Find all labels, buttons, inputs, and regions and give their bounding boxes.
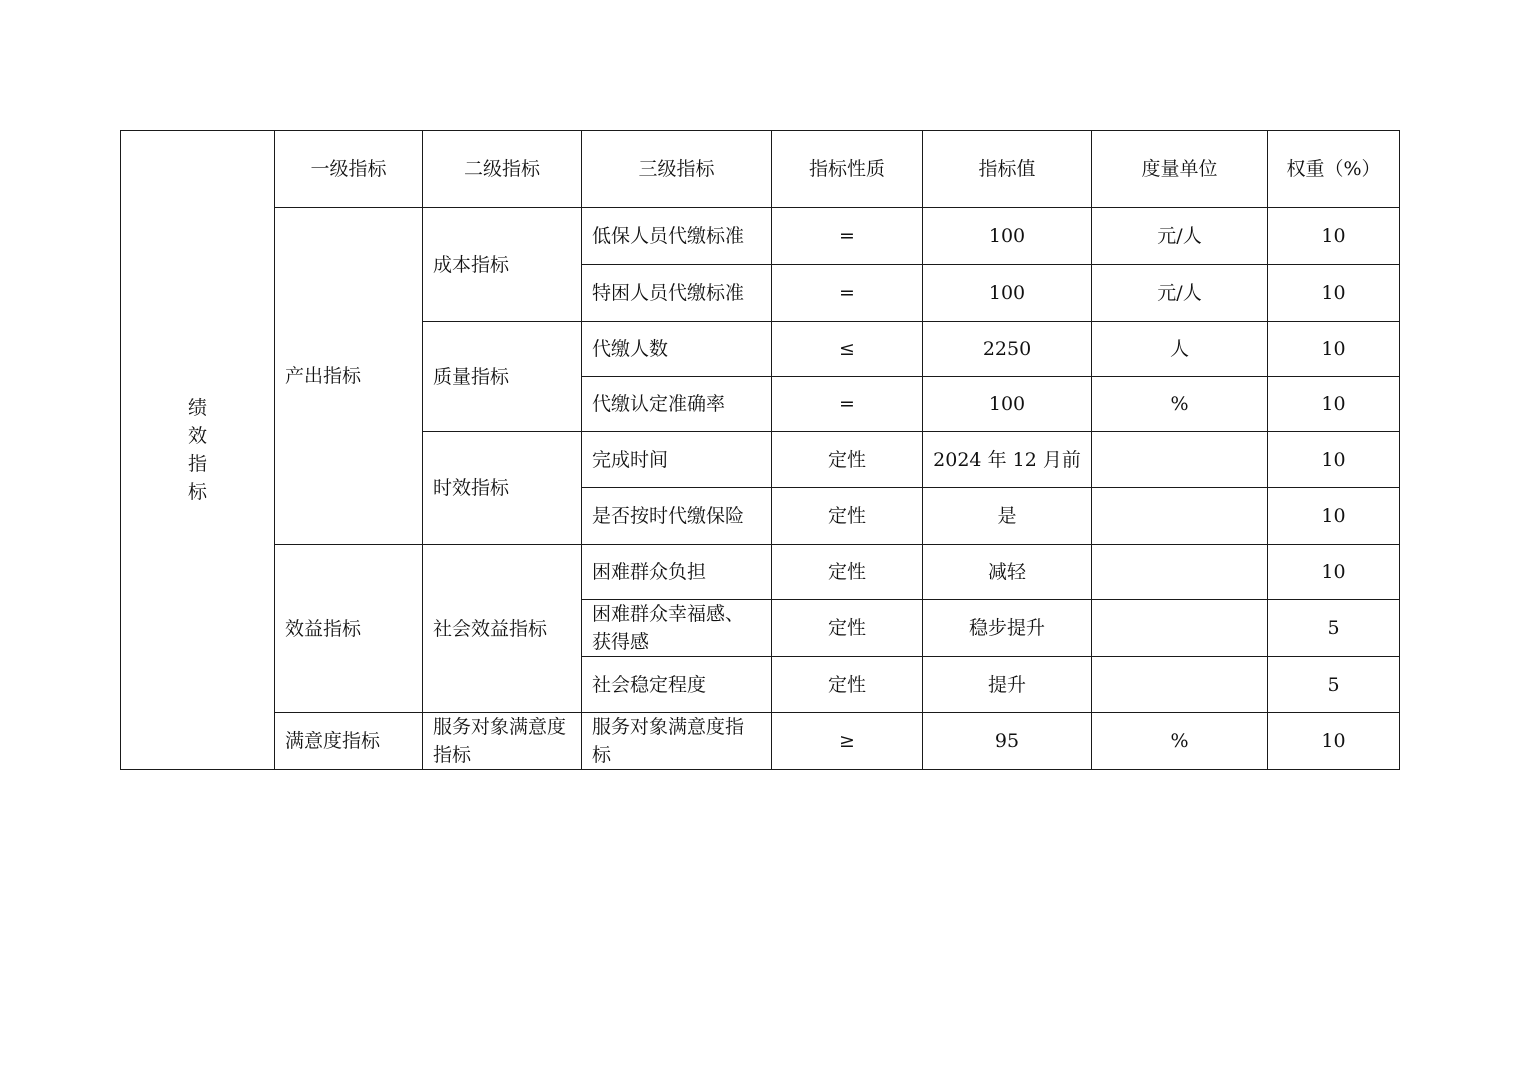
indicator-weight: 5 <box>1268 600 1400 657</box>
indicator-value: 100 <box>923 265 1092 322</box>
indicator-name: 代缴人数 <box>582 322 772 377</box>
indicator-name: 低保人员代缴标准 <box>582 208 772 265</box>
side-label-char: 指 <box>187 453 207 475</box>
header-value: 指标值 <box>923 131 1092 208</box>
indicator-value: 100 <box>923 208 1092 265</box>
subgroup-quality: 质量指标 <box>423 322 582 432</box>
indicator-weight: 10 <box>1268 265 1400 322</box>
indicator-value: 2250 <box>923 322 1092 377</box>
indicator-weight: 10 <box>1268 545 1400 600</box>
indicator-nature: ≤ <box>772 322 923 377</box>
indicator-nature: = <box>772 377 923 432</box>
indicator-unit <box>1092 432 1268 488</box>
group-output: 产出指标 <box>275 208 423 545</box>
indicator-value: 95 <box>923 713 1092 770</box>
indicator-unit: % <box>1092 377 1268 432</box>
subgroup-service: 服务对象满意度指标 <box>423 713 582 770</box>
side-label-char: 绩 <box>187 397 207 419</box>
indicator-name: 社会稳定程度 <box>582 657 772 713</box>
indicator-weight: 10 <box>1268 208 1400 265</box>
performance-indicator-side-label <box>121 131 275 770</box>
header-unit: 度量单位 <box>1092 131 1268 208</box>
indicator-name: 服务对象满意度指标 <box>582 713 772 770</box>
indicator-weight: 10 <box>1268 322 1400 377</box>
indicator-nature: 定性 <box>772 657 923 713</box>
header-level2: 二级指标 <box>423 131 582 208</box>
indicator-value: 2024 年 12 月前 <box>923 432 1092 488</box>
performance-indicator-table <box>120 130 1400 770</box>
subgroup-cost: 成本指标 <box>423 208 582 322</box>
indicator-name: 代缴认定准确率 <box>582 377 772 432</box>
indicator-nature: 定性 <box>772 600 923 657</box>
side-label-char: 标 <box>187 481 207 503</box>
group-benefit: 效益指标 <box>275 545 423 713</box>
header-weight: 权重（%） <box>1268 131 1400 208</box>
indicator-name: 是否按时代缴保险 <box>582 488 772 545</box>
indicator-unit: 人 <box>1092 322 1268 377</box>
indicator-name: 特困人员代缴标准 <box>582 265 772 322</box>
indicator-nature: = <box>772 265 923 322</box>
indicator-nature: = <box>772 208 923 265</box>
indicator-value: 稳步提升 <box>923 600 1092 657</box>
indicator-unit <box>1092 657 1268 713</box>
indicator-name: 困难群众负担 <box>582 545 772 600</box>
indicator-weight: 10 <box>1268 432 1400 488</box>
indicator-unit <box>1092 600 1268 657</box>
header-nature: 指标性质 <box>772 131 923 208</box>
indicator-value: 提升 <box>923 657 1092 713</box>
table-row <box>121 208 1400 265</box>
indicator-nature: 定性 <box>772 545 923 600</box>
table-row <box>121 545 1400 600</box>
indicator-value: 是 <box>923 488 1092 545</box>
indicator-unit: % <box>1092 713 1268 770</box>
indicator-unit: 元/人 <box>1092 265 1268 322</box>
side-label-char: 效 <box>187 425 207 447</box>
indicator-nature: ≥ <box>772 713 923 770</box>
header-row <box>121 131 1400 208</box>
indicator-weight: 10 <box>1268 713 1400 770</box>
indicator-value: 减轻 <box>923 545 1092 600</box>
header-level3: 三级指标 <box>582 131 772 208</box>
indicator-weight: 10 <box>1268 488 1400 545</box>
group-satisfaction: 满意度指标 <box>275 713 423 770</box>
header-level1: 一级指标 <box>275 131 423 208</box>
indicator-unit: 元/人 <box>1092 208 1268 265</box>
subgroup-social: 社会效益指标 <box>423 545 582 713</box>
table-row <box>121 713 1400 770</box>
indicator-name: 完成时间 <box>582 432 772 488</box>
indicator-unit <box>1092 488 1268 545</box>
indicator-weight: 10 <box>1268 377 1400 432</box>
indicator-nature: 定性 <box>772 432 923 488</box>
indicator-nature: 定性 <box>772 488 923 545</box>
subgroup-timeliness: 时效指标 <box>423 432 582 545</box>
indicator-weight: 5 <box>1268 657 1400 713</box>
indicator-value: 100 <box>923 377 1092 432</box>
indicator-unit <box>1092 545 1268 600</box>
indicator-name: 困难群众幸福感、获得感 <box>582 600 772 657</box>
